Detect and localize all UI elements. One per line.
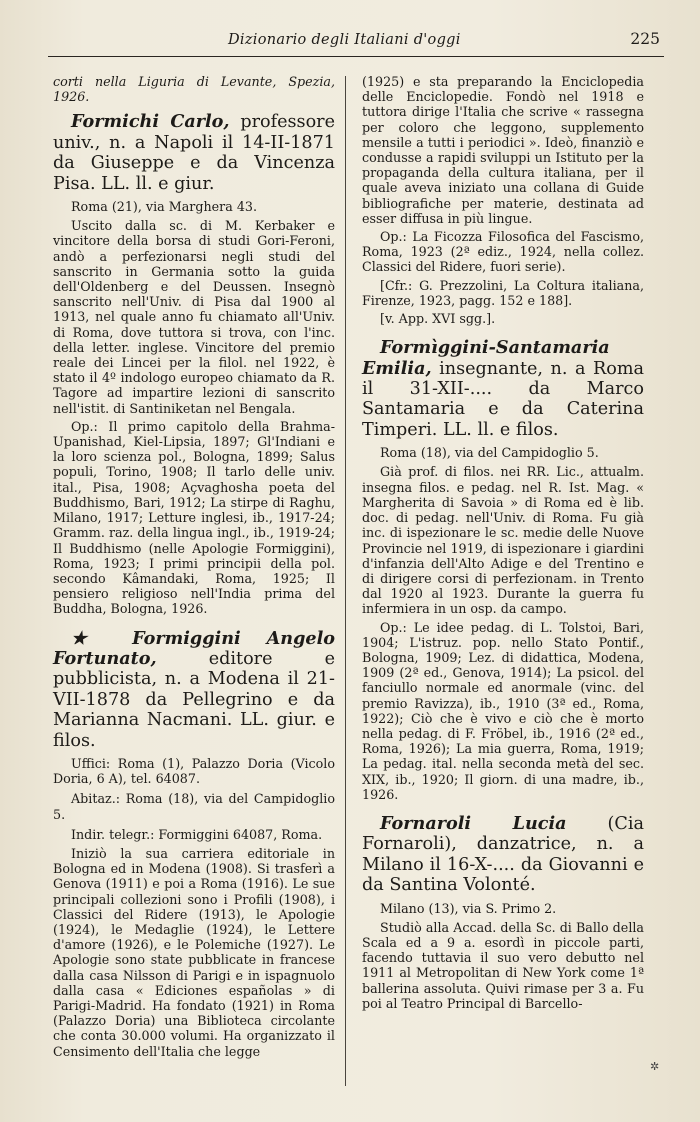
entry-biography: Già prof. di filos. nei RR. Lic., attualm. insegna filos. e pedag. nel R. Ist. Mag. « Margherita di Savoia » di Roma ed è lib. doc. di pedag. nell'Univ. di Roma. Fu già inc. di ispezionare le sc. medie delle Nuove Provincie nel 1919, di ispezionare i giardini d'infanzia dell'Alto Adige e del Trentino e di dirigere corsi di perfezionam. in Trento dal 1920 al 1923. Durante la guerra fu infermiera in un osp. da campo.: [362, 464, 644, 617]
entry-home: Abitaz.: Roma (18), via del Campidoglio 5.: [53, 791, 335, 822]
entry-description: editore e pubblicista, n. a Modena il 21-VII-1878 da Pellegrino e da Marianna Nacmani. LL. giur. e filos.: [53, 648, 335, 751]
entry-biography: Studiò alla Accad. della Sc. di Ballo della Scala ed a 9 a. esordì in piccole parti, facendo tuttavia il suo vero debutto nel 1911 al Metropolitan di New York come 1ª ballerina assoluta. Quivi rimase per 3 a. Fu poi al Teatro Principal di Barcello-: [362, 919, 644, 1011]
entry-office: Uffici: Roma (1), Palazzo Doria (Vicolo Doria, 6 A), tel. 64087.: [53, 755, 335, 787]
entry-fornaroli: [362, 814, 644, 1011]
entry-formiggini: [53, 629, 335, 1059]
column-divider: [345, 76, 346, 1086]
star-marker: ★: [71, 627, 107, 649]
entry-see-also: [v. App. XVI sgg.].: [380, 311, 496, 327]
entry-works: Op.: Le idee pedag. di L. Tolstoi, Bari, 1904; L'istruz. pop. nello Stato Pontif., Bologna, 1909; Lez. di didattica, Modena, 1909 (2ª ed., Genova, 1914); La psicol. del fanciullo normale ed anormale (vinc. del premio Ravizza), ib., 1910 (3ª ed., Roma, 1922); Ciò che è vivo e ciò che è morto nella pedag. di F. Fröbel, ib., 1916 (2ª ed., Roma, 1926); La mia guerra, Roma, 1919; La pedag. ital. nella seconda metà del sec. XIX, ib., 1920; Il giorn. di una madre, ib., 1926.: [362, 619, 644, 802]
entry-works: Op.: La Ficozza Filosofica del Fascismo, Roma, 1923 (2ª ediz., 1924, nella collez. Classici del Ridere, fuori serie).: [362, 229, 644, 275]
entry-name: Formìggini-Santamaria Emilia,: [362, 337, 610, 379]
entry-works: Op.: Il primo capitolo della Brahma-Upanishad, Kiel-Lipsia, 1897; Gl'Indiani e la loro scienza pol., Bologna, 1899; Salus populi, Torino, 1908; Il tarlo delle univ. ital., Pisa, 1908; Açvaghosha poeta del Buddhismo, Bari, 1912; La stirpe di Raghu, Milano, 1917; Letture inglesi, ib., 1917-24; Gramm. raz. della lingua ingl., ib., 1919-24; Il Buddhismo (nelle Apologie Formiggini), Roma, 1923; I primi principii della pol. secondo Kâmandaki, Roma, 1925; Il pensiero religioso nell'India prima del Buddha, Bologna, 1926.: [53, 418, 335, 617]
continuation-text: corti nella Liguria di Levante, Spezia, 1926.: [53, 74, 335, 105]
running-head: [48, 28, 664, 57]
entry-heading: [53, 112, 335, 194]
right-column: [362, 74, 644, 1011]
entry-description: professore univ., n. a Napoli il 14-II-1871 da Giuseppe e da Vincenza Pisa. LL. ll. e giur.: [53, 112, 335, 194]
entry-biography: Uscito dalla sc. di M. Kerbaker e vincitore della borsa di studi Gori-Feroni, andò a perfezionarsi negli studi del sanscrito in Germania sotto la guida dell'Oldenberg e del Deussen. Insegnò sanscrito nell'Univ. di Pisa dal 1900 al 1913, nel quale anno fu chiamato all'Univ. di Roma, dove tuttora si trova, con l'inc. della letter. inglese. Vincitore del premio reale dei Lincei per la filol. nel 1922, è stato il 4º indologo europeo chiamato da R. Tagore ad impartire lezioni di sanscrito nell'istit. di Santiniketan nel Bengala.: [53, 218, 335, 416]
entry-santamaria: [362, 338, 644, 802]
entry-heading: [362, 814, 644, 896]
entry-name: Fornaroli Lucia: [380, 812, 567, 834]
entry-telegraph: Indir. telegr.: Formiggini 64087, Roma.: [71, 826, 323, 842]
entry-heading: [53, 629, 335, 751]
entry-address: Roma (21), via Marghera 43.: [71, 199, 258, 215]
entry-description: (Cia Fornaroli), danzatrice, n. a Milano il 16-X-.... da Giovanni e da Santina Volonté.: [362, 813, 644, 896]
entry-address: Roma (18), via del Campidoglio 5.: [380, 445, 599, 461]
entry-name: Formichi Carlo,: [71, 111, 230, 133]
page-number: 225: [630, 30, 660, 48]
printer-mark: ✲: [650, 1060, 660, 1073]
entry-formichi: [53, 112, 335, 616]
running-title: Dizionario degli Italiani d'oggi: [228, 32, 461, 48]
continuation-text: (1925) e sta preparando la Enciclopedia delle Enciclopedie. Fondò nel 1918 e tuttora dirige l'Italia che scrive « rassegna per coloro che leggono, supplemento mensile a tutti i periodici ». Ideò, finanziò e condusse a rapidi sviluppi un Istituto per la propaganda della cultura italiana, per il quale aveva iniziato una collana di Guide bibliografiche per materie, destinata ad esser diffusa in più lingue.: [362, 74, 644, 226]
entry-reference: [Cfr.: G. Prezzolini, La Coltura italiana, Firenze, 1923, pagg. 152 e 188].: [362, 277, 644, 308]
entry-address: Milano (13), via S. Primo 2.: [380, 900, 557, 916]
entry-heading: [362, 338, 644, 440]
entry-name: Formiggini Angelo Fortunato,: [53, 627, 336, 669]
left-column: [53, 74, 335, 1059]
entry-description: insegnante, n. a Roma il 31-XII-.... da Marco Santamaria e da Caterina Timperi. LL. ll. e filos.: [362, 358, 645, 440]
entry-biography: Iniziò la sua carriera editoriale in Bologna ed in Modena (1908). Si trasferì a Genova (1911) e poi a Roma (1916). Le sue principali collezioni sono i Profili (1908), i Classici del Ridere (1913), le Apologie (1924), le Medaglie (1924), le Lettere d'amore (1926), e le Polemiche (1927). Le Apologie sono state pubblicate in francese dalla casa Nilsson di Parigi e in ispagnuolo dalla casa « Ediciones españolas » di Parigi-Madrid. Ha fondato (1921) in Roma (Palazzo Doria) una Biblioteca circolante che conta 30.000 volumi. Ha organizzato il Censimento dell'Italia che legge: [53, 845, 335, 1059]
